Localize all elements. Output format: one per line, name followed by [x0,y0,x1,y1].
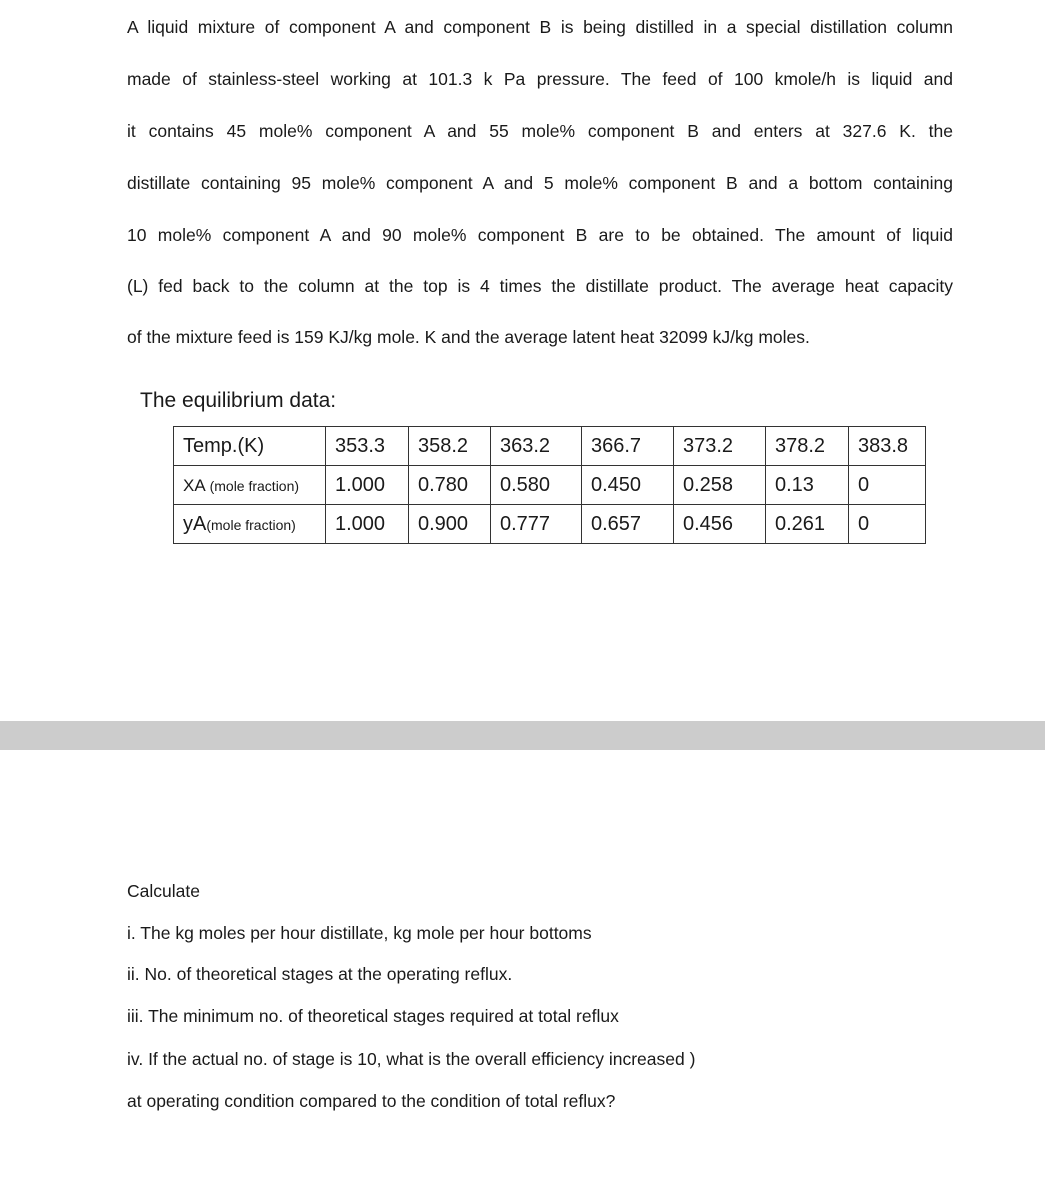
xa-cell: 0.580 [491,466,582,505]
ya-cell: 1.000 [326,505,409,544]
calculate-item-5: at operating condition compared to the condition of total reflux? [127,1091,616,1111]
temp-cell: 383.8 [849,427,926,466]
xa-symbol: XA [183,475,206,495]
calculate-item-1: i. The kg moles per hour distillate, kg mole per hour bottoms [127,923,592,943]
temp-cell: 363.2 [491,427,582,466]
problem-line-7: of the mixture feed is 159 KJ/kg mole. K and the average latent heat 32099 kJ/kg moles. [127,327,810,347]
xa-cell: 1.000 [326,466,409,505]
ya-symbol: yA [183,512,207,535]
ya-label: (mole fraction) [206,516,296,533]
problem-line-3: it contains 45 mole% component A and 55 mole% component B and enters at 327.6 K. the [127,121,953,141]
temp-cell: 373.2 [674,427,766,466]
ya-cell: 0.657 [582,505,674,544]
table-row-ya [174,505,926,544]
calculate-heading: Calculate [127,881,200,901]
problem-line-1: A liquid mixture of component A and component B is being distilled in a special distillation column [127,17,953,37]
problem-line-5: 10 mole% component A and 90 mole% component B are to be obtained. The amount of liquid [127,225,953,245]
ya-cell: 0 [849,505,926,544]
xa-cell: 0.450 [582,466,674,505]
ya-cell: 0.777 [491,505,582,544]
problem-line-6: (L) fed back to the column at the top is 4 times the distillate product. The average heat capacity [127,276,953,296]
xa-cell: 0.258 [674,466,766,505]
ya-cell: 0.456 [674,505,766,544]
temp-cell: 358.2 [409,427,491,466]
equilibrium-table [173,426,926,544]
temp-cell: 366.7 [582,427,674,466]
ya-cell: 0.261 [766,505,849,544]
table-row-temp [174,427,926,466]
xa-row-label [174,466,326,505]
xa-cell: 0 [849,466,926,505]
calculate-item-2: ii. No. of theoretical stages at the operating reflux. [127,964,513,984]
temp-cell: 353.3 [326,427,409,466]
table-row-xa [174,466,926,505]
problem-line-4: distillate containing 95 mole% component A and 5 mole% component B and a bottom containing [127,173,953,193]
problem-line-2: made of stainless-steel working at 101.3 k Pa pressure. The feed of 100 kmole/h is liquid and [127,69,953,89]
xa-label: (mole fraction) [205,477,300,494]
xa-cell: 0.780 [409,466,491,505]
ya-cell: 0.900 [409,505,491,544]
xa-cell: 0.13 [766,466,849,505]
ya-row-label [174,505,326,544]
temp-cell: 378.2 [766,427,849,466]
calculate-item-3: iii. The minimum no. of theoretical stages required at total reflux [127,1006,619,1026]
equilibrium-title: The equilibrium data: [140,389,337,412]
temp-label: Temp.(K) [183,434,265,457]
page-divider [0,721,1045,750]
temp-row-label [174,427,326,466]
calculate-item-4: iv. If the actual no. of stage is 10, what is the overall efficiency increased ) [127,1049,696,1069]
